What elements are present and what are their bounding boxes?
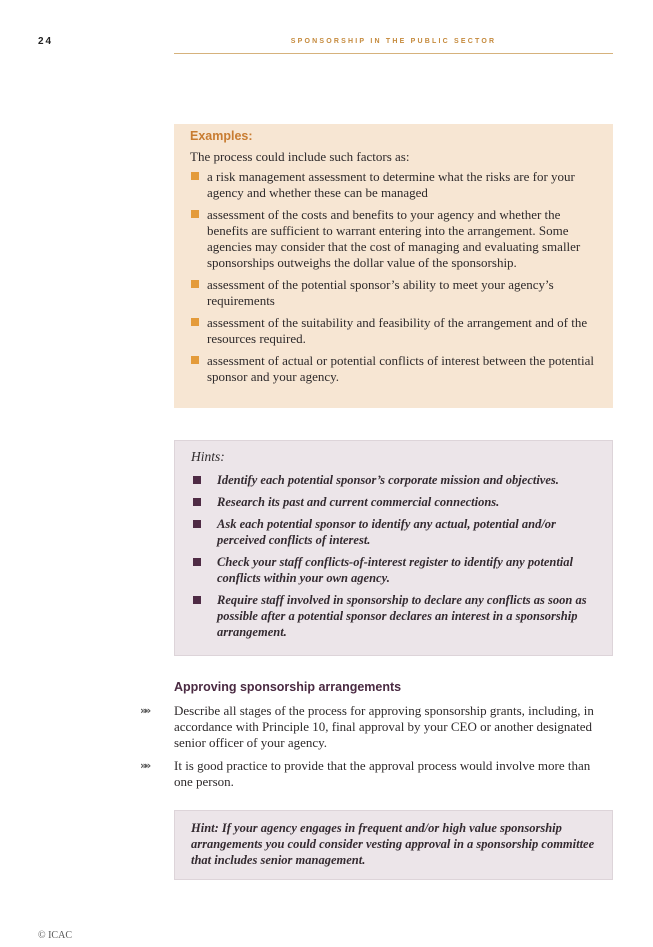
hints-item: [191, 554, 596, 586]
hints-title: Hints:: [191, 449, 225, 464]
page-number: 24: [38, 36, 54, 47]
double-chevron-icon: »»: [140, 704, 149, 717]
paragraph-text: It is good practice to provide that the approval process would involve more than one person.: [174, 758, 591, 789]
square-bullet-icon: [191, 318, 199, 326]
examples-intro: The process could include such factors as:: [190, 149, 410, 164]
square-bullet-icon: [193, 596, 201, 604]
hints-item-text: Research its past and current commercial connections.: [217, 495, 500, 509]
examples-item: [190, 315, 595, 347]
paragraph-text: Describe all stages of the process for approving sponsorship grants, including, in accordance with Principle 10, final approval by your CEO or another designated senior officer of your agency.: [174, 703, 594, 750]
hints-item: [191, 592, 596, 640]
square-bullet-icon: [191, 210, 199, 218]
examples-item-text: assessment of the suitability and feasibility of the arrangement and of the resources required.: [207, 315, 588, 346]
examples-box: [174, 124, 613, 408]
examples-item-text: assessment of the potential sponsor’s ability to meet your agency’s requirements: [207, 277, 554, 308]
square-bullet-icon: [193, 520, 201, 528]
body-paragraph: [140, 703, 608, 751]
examples-item-text: assessment of the costs and benefits to your agency and whether the benefits are sufficient to warrant entering into the arrangement. Some agencies may consider that the cost of managing and evaluating smaller sponsorships outweighs the dollar value of the sponsorship.: [207, 207, 581, 270]
examples-item: [190, 353, 595, 385]
square-bullet-icon: [191, 356, 199, 364]
body-paragraph: [140, 758, 608, 790]
examples-title: Examples:: [190, 129, 253, 143]
footer-copyright: © ICAC: [38, 930, 72, 941]
section-heading: Approving sponsorship arrangements: [174, 680, 402, 694]
examples-item: [190, 169, 595, 201]
hints-item: [191, 494, 596, 510]
square-bullet-icon: [191, 172, 199, 180]
header-rule: [174, 53, 613, 54]
running-head: SPONSORSHIP IN THE PUBLIC SECTOR: [290, 38, 497, 45]
hints-list: [191, 472, 596, 640]
square-bullet-icon: [191, 280, 199, 288]
double-chevron-icon: »»: [140, 759, 149, 772]
approval-hint-text: Hint: If your agency engages in frequent and/or high value sponsorship arrangements you could consider vesting approval in a sponsorship committee that includes senior management.: [191, 821, 595, 867]
square-bullet-icon: [193, 498, 201, 506]
hints-item-text: Identify each potential sponsor’s corporate mission and objectives.: [217, 473, 559, 487]
examples-list: [190, 169, 595, 385]
hints-item: [191, 472, 596, 488]
hints-item-text: Require staff involved in sponsorship to declare any conflicts as soon as possible after a potential sponsor declares an interest in a sponsorship arrangement.: [217, 593, 587, 639]
square-bullet-icon: [193, 558, 201, 566]
hints-item: [191, 516, 596, 548]
examples-item-text: assessment of actual or potential conflicts of interest between the potential sponsor and your agency.: [207, 353, 594, 384]
hints-box: [174, 440, 613, 656]
examples-item-text: a risk management assessment to determine what the risks are for your agency and whether these can be managed: [207, 169, 575, 200]
examples-item: [190, 207, 595, 271]
hints-item-text: Check your staff conflicts-of-interest register to identify any potential conflicts within your own agency.: [217, 555, 573, 585]
approval-hint-box: [174, 810, 613, 880]
examples-item: [190, 277, 595, 309]
square-bullet-icon: [193, 476, 201, 484]
hints-item-text: Ask each potential sponsor to identify any actual, potential and/or perceived conflicts of interest.: [217, 517, 556, 547]
